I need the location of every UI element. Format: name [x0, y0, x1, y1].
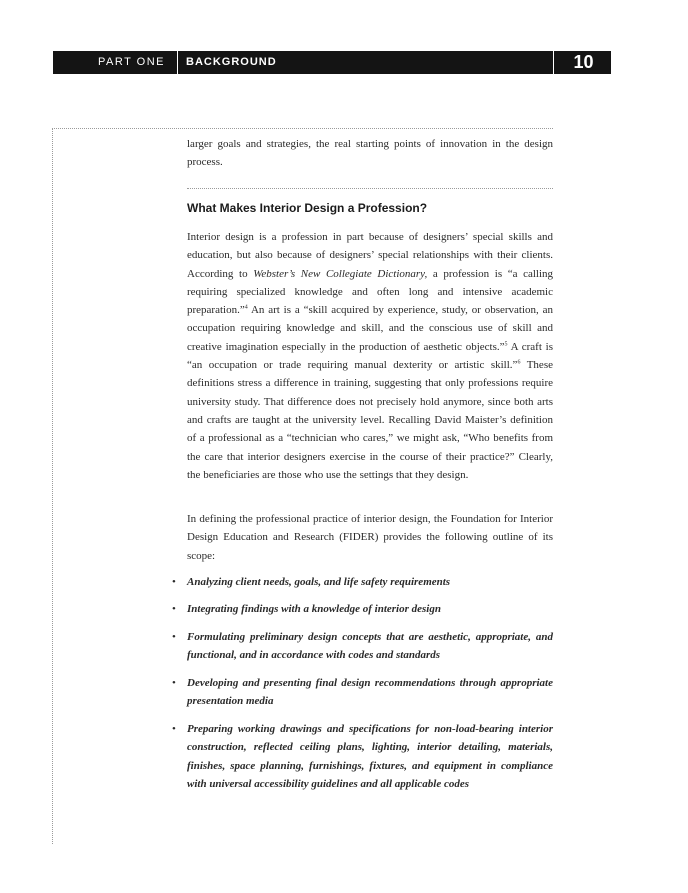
- section-dotted-rule: [187, 188, 553, 189]
- part-label: PART ONE: [97, 56, 165, 68]
- footnote-marker: 4: [244, 304, 248, 311]
- list-item: Integrating findings with a knowledge of interior design: [187, 603, 441, 615]
- left-dotted-rule: [52, 129, 53, 844]
- bullet-marker: •: [172, 631, 176, 643]
- section-label: BACKGROUND: [186, 56, 277, 68]
- body-paragraph: [187, 228, 553, 484]
- footnote-marker: 6: [517, 359, 521, 366]
- running-header: [53, 51, 611, 74]
- dictionary-title: Webster’s New Collegiate Dictionary,: [253, 267, 428, 280]
- paragraph-text: Interior design is a profession in part because of designers’ special skills and education, but also because of designers’ special relationships with their clients. According to: [187, 231, 553, 280]
- top-dotted-rule: [52, 128, 553, 129]
- list-item: Developing and presenting final design recommendations through appropriate presentation media: [187, 677, 553, 708]
- header-divider: [177, 51, 178, 74]
- bullet-marker: •: [172, 603, 176, 615]
- header-divider: [553, 51, 554, 74]
- section-heading: What Makes Interior Design a Profession?: [187, 201, 428, 215]
- bullet-marker: •: [172, 576, 176, 588]
- bullet-marker: •: [172, 677, 176, 689]
- footnote-marker: 5: [504, 341, 508, 348]
- paragraph-text: These definitions stress a difference in training, suggesting that only professions require university study. That difference does not precisely hold anymore, since both arts and crafts are taught at the university level. Recalling David Maister’s definition of a professional as a “technician who cares,” we might ask, “Who benefits from the care that interior designers exercise in the course of their practice?” Clearly, the beneficiaries are those who use the settings that they design.: [187, 359, 553, 481]
- paragraph-text: An art is a “skill acquired by experience, study, or observation, an occupation requiring knowledge and skill, and the conscious use of skill and creative imagination especially in the production of aesthetic objects.”: [187, 304, 553, 353]
- page-number: 10: [573, 52, 594, 72]
- list-item: Analyzing client needs, goals, and life safety requirements: [187, 576, 451, 588]
- bullet-marker: •: [172, 723, 176, 735]
- body-paragraph: In defining the professional practice of interior design, the Foundation for Interior Design Education and Research (FIDER) provides the following outline of its scope:: [187, 513, 553, 562]
- list-item: Preparing working drawings and specifications for non-load-bearing interior construction, reflected ceiling plans, lighting, interior detailing, materials, finishes, space planning, furnishings, fixtures, and equipment in compliance with universal accessibility guidelines and all applicable codes: [187, 723, 553, 790]
- paragraph-text: A craft is “an occupation or trade requiring manual dexterity or artistic skill.”: [187, 340, 553, 372]
- list-item: Formulating preliminary design concepts that are aesthetic, appropriate, and functional, and in accordance with codes and standards: [187, 631, 553, 662]
- paragraph-text: a profession is “a calling requiring specialized knowledge and often long and intensive academic preparation.”: [187, 267, 554, 317]
- intro-paragraph: larger goals and strategies, the real starting points of innovation in the design process.: [187, 138, 553, 169]
